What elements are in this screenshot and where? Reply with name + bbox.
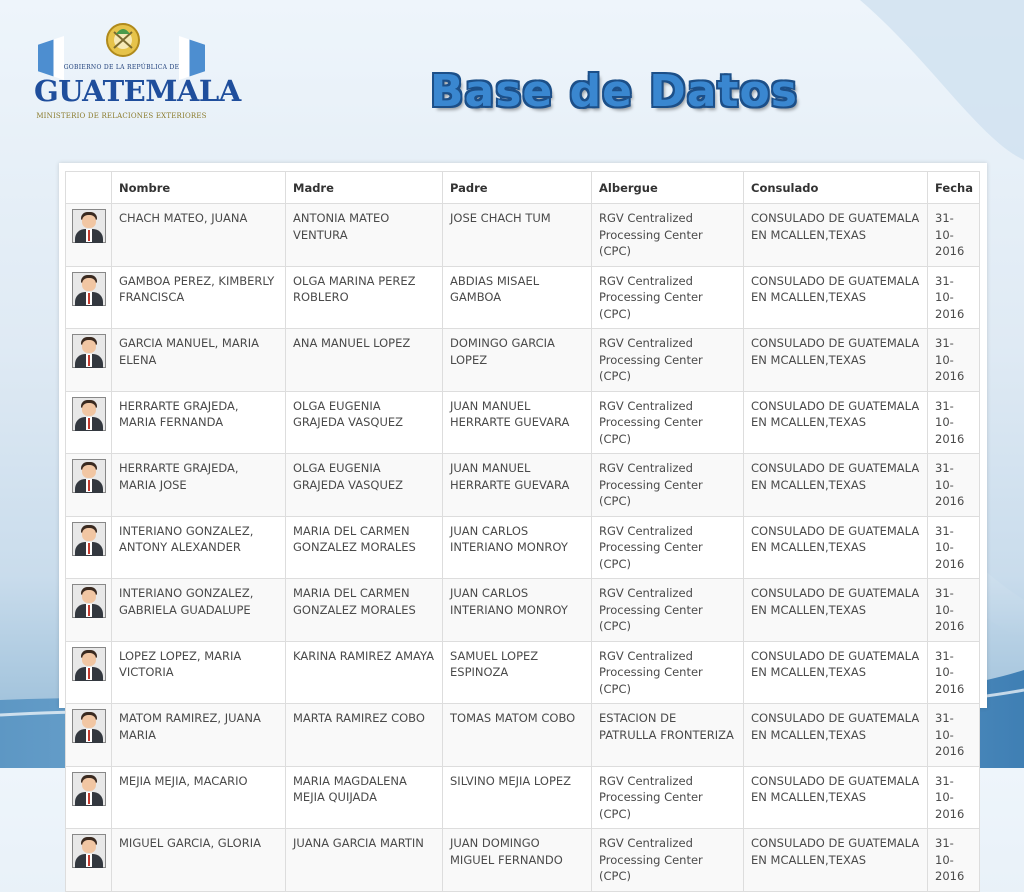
records-table	[65, 171, 980, 892]
albergue-cell: RGV Centralized Processing Center (CPC)	[592, 766, 744, 829]
madre-cell: KARINA RAMIREZ AMAYA	[286, 641, 443, 704]
table-row[interactable]	[66, 391, 980, 454]
nombre-cell: MIGUEL GARCIA, GLORIA	[112, 829, 286, 892]
ministry-logo	[34, 18, 241, 126]
fecha-cell: 31-10-2016	[928, 516, 980, 579]
avatar-icon[interactable]	[72, 647, 106, 681]
padre-cell: SAMUEL LOPEZ ESPINOZA	[443, 641, 592, 704]
madre-cell: ANTONIA MATEO VENTURA	[286, 204, 443, 267]
table-panel	[59, 163, 987, 883]
consulado-cell: CONSULADO DE GUATEMALA EN MCALLEN,TEXAS	[744, 266, 928, 329]
photo-cell	[66, 266, 112, 329]
avatar-icon[interactable]	[72, 459, 106, 493]
avatar-icon[interactable]	[72, 397, 106, 431]
albergue-cell: RGV Centralized Processing Center (CPC)	[592, 391, 744, 454]
column-header-nombre[interactable]: Nombre	[112, 172, 286, 204]
madre-cell: MARTA RAMIREZ COBO	[286, 704, 443, 767]
nombre-cell: CHACH MATEO, JUANA	[112, 204, 286, 267]
fecha-cell: 31-10-2016	[928, 704, 980, 767]
consulado-cell: CONSULADO DE GUATEMALA EN MCALLEN,TEXAS	[744, 516, 928, 579]
consulado-cell: CONSULADO DE GUATEMALA EN MCALLEN,TEXAS	[744, 641, 928, 704]
photo-cell	[66, 204, 112, 267]
nombre-cell: LOPEZ LOPEZ, MARIA VICTORIA	[112, 641, 286, 704]
coat-of-arms-icon	[94, 18, 152, 62]
table-row[interactable]	[66, 204, 980, 267]
column-header-photo	[66, 172, 112, 204]
photo-cell	[66, 454, 112, 517]
fecha-cell: 31-10-2016	[928, 391, 980, 454]
table-row[interactable]	[66, 766, 980, 829]
padre-cell: JOSE CHACH TUM	[443, 204, 592, 267]
madre-cell: ANA MANUEL LOPEZ	[286, 329, 443, 392]
table-row[interactable]	[66, 454, 980, 517]
madre-cell: MARIA DEL CARMEN GONZALEZ MORALES	[286, 579, 443, 642]
avatar-icon[interactable]	[72, 209, 106, 243]
albergue-cell: RGV Centralized Processing Center (CPC)	[592, 329, 744, 392]
consulado-cell: CONSULADO DE GUATEMALA EN MCALLEN,TEXAS	[744, 454, 928, 517]
photo-cell	[66, 329, 112, 392]
fecha-cell: 31-10-2016	[928, 266, 980, 329]
photo-cell	[66, 579, 112, 642]
avatar-icon[interactable]	[72, 272, 106, 306]
consulado-cell: CONSULADO DE GUATEMALA EN MCALLEN,TEXAS	[744, 829, 928, 892]
photo-cell	[66, 391, 112, 454]
photo-cell	[66, 641, 112, 704]
photo-cell	[66, 516, 112, 579]
column-header-albergue[interactable]: Albergue	[592, 172, 744, 204]
albergue-cell: RGV Centralized Processing Center (CPC)	[592, 829, 744, 892]
madre-cell: OLGA EUGENIA GRAJEDA VASQUEZ	[286, 454, 443, 517]
nombre-cell: MEJIA MEJIA, MACARIO	[112, 766, 286, 829]
avatar-icon[interactable]	[72, 522, 106, 556]
fecha-cell: 31-10-2016	[928, 329, 980, 392]
padre-cell: JUAN MANUEL HERRARTE GUEVARA	[443, 391, 592, 454]
consulado-cell: CONSULADO DE GUATEMALA EN MCALLEN,TEXAS	[744, 579, 928, 642]
avatar-icon[interactable]	[72, 709, 106, 743]
padre-cell: SILVINO MEJIA LOPEZ	[443, 766, 592, 829]
madre-cell: OLGA MARINA PEREZ ROBLERO	[286, 266, 443, 329]
fecha-cell: 31-10-2016	[928, 766, 980, 829]
photo-cell	[66, 766, 112, 829]
albergue-cell: RGV Centralized Processing Center (CPC)	[592, 516, 744, 579]
padre-cell: JUAN CARLOS INTERIANO MONROY	[443, 516, 592, 579]
albergue-cell: RGV Centralized Processing Center (CPC)	[592, 266, 744, 329]
fecha-cell: 31-10-2016	[928, 829, 980, 892]
avatar-icon[interactable]	[72, 334, 106, 368]
fecha-cell: 31-10-2016	[928, 579, 980, 642]
avatar-icon[interactable]	[72, 584, 106, 618]
nombre-cell: INTERIANO GONZALEZ, ANTONY ALEXANDER	[112, 516, 286, 579]
albergue-cell: RGV Centralized Processing Center (CPC)	[592, 204, 744, 267]
page-title: Base de Datos	[430, 66, 798, 117]
consulado-cell: CONSULADO DE GUATEMALA EN MCALLEN,TEXAS	[744, 329, 928, 392]
column-header-madre[interactable]: Madre	[286, 172, 443, 204]
nombre-cell: HERRARTE GRAJEDA, MARIA FERNANDA	[112, 391, 286, 454]
avatar-icon[interactable]	[72, 834, 106, 868]
consulado-cell: CONSULADO DE GUATEMALA EN MCALLEN,TEXAS	[744, 391, 928, 454]
nombre-cell: MATOM RAMIREZ, JUANA MARIA	[112, 704, 286, 767]
consulado-cell: CONSULADO DE GUATEMALA EN MCALLEN,TEXAS	[744, 704, 928, 767]
padre-cell: JUAN CARLOS INTERIANO MONROY	[443, 579, 592, 642]
fecha-cell: 31-10-2016	[928, 454, 980, 517]
photo-cell	[66, 704, 112, 767]
logo-ministry-text: MINISTERIO DE RELACIONES EXTERIORES	[36, 112, 207, 120]
consulado-cell: CONSULADO DE GUATEMALA EN MCALLEN,TEXAS	[744, 766, 928, 829]
albergue-cell: RGV Centralized Processing Center (CPC)	[592, 579, 744, 642]
nombre-cell: INTERIANO GONZALEZ, GABRIELA GUADALUPE	[112, 579, 286, 642]
column-header-padre[interactable]: Padre	[443, 172, 592, 204]
column-header-fecha[interactable]: Fecha	[928, 172, 980, 204]
albergue-cell: RGV Centralized Processing Center (CPC)	[592, 454, 744, 517]
madre-cell: MARIA MAGDALENA MEJIA QUIJADA	[286, 766, 443, 829]
padre-cell: TOMAS MATOM COBO	[443, 704, 592, 767]
albergue-cell: ESTACION DE PATRULLA FRONTERIZA	[592, 704, 744, 767]
logo-government-text: GOBIERNO DE LA REPÚBLICA DE	[63, 64, 180, 71]
table-body	[66, 204, 980, 892]
padre-cell: DOMINGO GARCIA LOPEZ	[443, 329, 592, 392]
nombre-cell: GAMBOA PEREZ, KIMBERLY FRANCISCA	[112, 266, 286, 329]
table-row[interactable]	[66, 704, 980, 767]
nombre-cell: GARCIA MANUEL, MARIA ELENA	[112, 329, 286, 392]
table-row[interactable]	[66, 329, 980, 392]
consulado-cell: CONSULADO DE GUATEMALA EN MCALLEN,TEXAS	[744, 204, 928, 267]
padre-cell: ABDIAS MISAEL GAMBOA	[443, 266, 592, 329]
logo-country-name: GUATEMALA	[34, 74, 241, 108]
madre-cell: OLGA EUGENIA GRAJEDA VASQUEZ	[286, 391, 443, 454]
photo-cell	[66, 829, 112, 892]
fecha-cell: 31-10-2016	[928, 641, 980, 704]
padre-cell: JUAN DOMINGO MIGUEL FERNANDO	[443, 829, 592, 892]
table-row[interactable]	[66, 579, 980, 642]
table-row[interactable]	[66, 266, 980, 329]
column-header-consulado[interactable]: Consulado	[744, 172, 928, 204]
padre-cell: JUAN MANUEL HERRARTE GUEVARA	[443, 454, 592, 517]
madre-cell: MARIA DEL CARMEN GONZALEZ MORALES	[286, 516, 443, 579]
albergue-cell: RGV Centralized Processing Center (CPC)	[592, 641, 744, 704]
avatar-icon[interactable]	[72, 772, 106, 806]
fecha-cell: 31-10-2016	[928, 204, 980, 267]
nombre-cell: HERRARTE GRAJEDA, MARIA JOSE	[112, 454, 286, 517]
table-header-row	[66, 172, 980, 204]
table-row[interactable]	[66, 641, 980, 704]
madre-cell: JUANA GARCIA MARTIN	[286, 829, 443, 892]
table-row[interactable]	[66, 516, 980, 579]
table-row[interactable]	[66, 829, 980, 892]
